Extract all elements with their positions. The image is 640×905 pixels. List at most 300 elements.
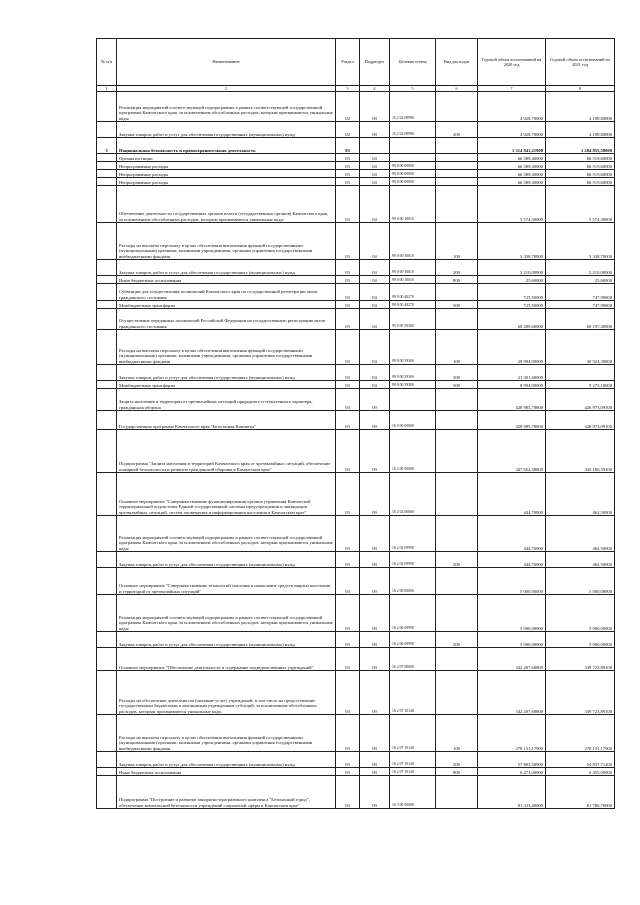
table-row — [97, 473, 615, 516]
row-target-article: 99 0 00 10010 — [390, 223, 436, 260]
row-name: Расходы на выплаты персоналу в целях обеспечения выполнения функций государственными (муниципальными) органами, казенными учреждениями, органами управления государственными внебюджетными фондами — [117, 223, 336, 260]
row-subsection: 09 — [360, 671, 390, 715]
row-name: Закупка товаров, работ и услуг для обеспечения государственных (муниципальных) нужд — [117, 122, 336, 138]
row-subsection: 04 — [360, 162, 390, 170]
row-amount-2021: 6 455,00000 — [546, 768, 615, 776]
row-subsection: 04 — [360, 381, 390, 389]
row-name: Реализация мероприятий соответствующей подпрограммы в рамках соответствующей государственной программы Камчатского края, за исключением обособленных расходов, которым присваиваются уникальные коды — [117, 516, 336, 552]
row-number — [97, 162, 117, 170]
row-target-article: 16 2 07 10140 — [390, 671, 436, 715]
row-number — [97, 568, 117, 595]
row-expense-type — [436, 309, 478, 330]
table-row — [97, 776, 615, 809]
row-number — [97, 430, 117, 473]
row-name: Закупка товаров, работ и услуг для обеспечения государственных (муниципальных) нужд — [117, 365, 336, 381]
row-expense-type: 200 — [436, 122, 478, 138]
row-expense-type — [436, 178, 478, 186]
row-expense-type — [436, 284, 478, 301]
row-target-article: 16 2 07 10140 — [390, 715, 436, 752]
row-amount-2020: 5 574,30000 — [478, 186, 546, 223]
row-subsection: 04 — [360, 276, 390, 284]
row-expense-type — [436, 595, 478, 632]
row-amount-2021: 747,90000 — [546, 284, 615, 301]
row-section: 03 — [336, 186, 360, 223]
row-target-article: 99 0 00 00000 — [390, 178, 436, 186]
row-section: 03 — [336, 162, 360, 170]
row-subsection: 04 — [360, 309, 390, 330]
row-section: 03 — [336, 768, 360, 776]
row-amount-2021: 30 924,30000 — [546, 330, 615, 365]
row-target-article: 16 2 00 00000 — [390, 430, 436, 473]
row-number — [97, 768, 117, 776]
row-amount-2020: 342 207,68800 — [478, 648, 546, 671]
table-body — [97, 92, 615, 809]
row-target-article: 99 0 00 59300 — [390, 309, 436, 330]
table-row — [97, 122, 615, 138]
row-section: 03 — [336, 178, 360, 186]
row-amount-2021: 339 723,89100 — [546, 648, 615, 671]
row-expense-type — [436, 138, 478, 154]
row-subsection: 09 — [360, 389, 390, 411]
table-row — [97, 178, 615, 186]
table-row — [97, 632, 615, 648]
row-expense-type: 100 — [436, 223, 478, 260]
row-name: Закупка товаров, работ и услуг для обеспечения государственных (муниципальных) нужд — [117, 260, 336, 276]
row-section: 03 — [336, 170, 360, 178]
column-number: 5 — [390, 86, 436, 92]
row-number — [97, 122, 117, 138]
row-number — [97, 154, 117, 162]
column-number: 7 — [478, 86, 546, 92]
row-subsection — [360, 138, 390, 154]
row-amount-2021: 25,60000 — [546, 276, 615, 284]
table-row — [97, 768, 615, 776]
row-amount-2020: 66 589,40000 — [478, 154, 546, 162]
row-subsection: 09 — [360, 648, 390, 671]
row-subsection: 09 — [360, 752, 390, 768]
row-section: 03 — [336, 552, 360, 568]
row-name: Иные бюджетные ассигнования — [117, 276, 336, 284]
row-number — [97, 92, 117, 122]
row-amount-2020: 5 000,00000 — [478, 632, 546, 648]
row-number — [97, 170, 117, 178]
row-target-article: 16 2 07 10140 — [390, 768, 436, 776]
row-section: 03 — [336, 752, 360, 768]
row-amount-2020: 5 000,00000 — [478, 568, 546, 595]
row-name: Обеспечение деятельности государственных органов власти (государственных органов) Камчатского края, за исключением обособленных расходов, которым присваиваются уникальные коды — [117, 186, 336, 223]
row-name: Непрограммные расходы — [117, 162, 336, 170]
row-amount-2020: 25,60000 — [478, 276, 546, 284]
row-expense-type — [436, 92, 478, 122]
row-target-article: 99 0 00 00000 — [390, 170, 436, 178]
table-row — [97, 170, 615, 178]
row-subsection: 09 — [360, 568, 390, 595]
table-row — [97, 411, 615, 430]
row-subsection: 04 — [360, 260, 390, 276]
row-target-article: 16 2 06 00000 — [390, 568, 436, 595]
row-subsection: 09 — [360, 595, 390, 632]
table-row — [97, 284, 615, 301]
row-expense-type — [436, 648, 478, 671]
row-section: 03 — [336, 260, 360, 276]
row-amount-2021: 462,50000 — [546, 473, 615, 516]
row-number — [97, 473, 117, 516]
row-section: 03 — [336, 715, 360, 752]
row-section: 03 — [336, 671, 360, 715]
row-amount-2020: 8 994,00000 — [478, 381, 546, 389]
table-row — [97, 381, 615, 389]
row-amount-2021: 5 000,00000 — [546, 595, 615, 632]
table-row — [97, 595, 615, 632]
row-target-article: 99 0 00 59300 — [390, 330, 436, 365]
table-row — [97, 260, 615, 276]
row-section: 03 — [336, 276, 360, 284]
column-number: 8 — [546, 86, 615, 92]
row-amount-2020: 1 314 941,21900 — [478, 138, 546, 154]
row-name: Подпрограмма "Построение и развитие аппаратно-программного комплекса "Безопасный город", обеспечение комплексной безопасности учреждений социальной сферы в Камчатском крае" — [117, 776, 336, 809]
row-target-article: 16 2 02 09990 — [390, 552, 436, 568]
row-subsection: 04 — [360, 178, 390, 186]
row-expense-type — [436, 568, 478, 595]
table-row — [97, 715, 615, 752]
row-expense-type — [436, 186, 478, 223]
header-expense-type: Вид расходов — [436, 39, 478, 86]
row-name: Иные бюджетные ассигнования — [117, 768, 336, 776]
row-subsection: 09 — [360, 776, 390, 809]
row-amount-2020: 725,50000 — [478, 284, 546, 301]
header-number: № п/п — [97, 39, 117, 86]
row-number — [97, 632, 117, 648]
row-number — [97, 671, 117, 715]
row-number — [97, 276, 117, 284]
table-row — [97, 389, 615, 411]
row-target-article: 16 2 07 10140 — [390, 752, 436, 768]
row-section: 03 — [336, 776, 360, 809]
table-row — [97, 568, 615, 595]
row-target-article: 99 0 00 00000 — [390, 162, 436, 170]
row-number — [97, 776, 117, 809]
row-number — [97, 389, 117, 411]
column-number: 1 — [97, 86, 117, 92]
row-number: 3 — [97, 138, 117, 154]
row-target-article: 99 0 00 10010 — [390, 276, 436, 284]
row-name: Государственная программа Камчатского края "Безопасная Камчатка" — [117, 411, 336, 430]
row-expense-type: 200 — [436, 752, 478, 768]
row-expense-type — [436, 473, 478, 516]
row-name: Основное мероприятие "Обеспечение деятельности и содержание подведомственных учреждений" — [117, 648, 336, 671]
row-expense-type: 200 — [436, 632, 478, 648]
table-row — [97, 154, 615, 162]
row-amount-2020: 6 273,00000 — [478, 768, 546, 776]
row-target-article: 99 0 00 40270 — [390, 301, 436, 309]
row-name: Осуществление переданных полномочий Российской Федерации на государственную регистрацию актов гражданского состояния — [117, 309, 336, 330]
table-row — [97, 752, 615, 768]
row-expense-type: 100 — [436, 330, 478, 365]
row-amount-2020: 3 338,70000 — [478, 223, 546, 260]
row-name: Защита населения и территории от чрезвычайных ситуаций природного и техногенного характера, гражданская оборона — [117, 389, 336, 411]
row-subsection: 04 — [360, 186, 390, 223]
row-subsection: 04 — [360, 223, 390, 260]
row-amount-2021: 339 723,89100 — [546, 671, 615, 715]
row-amount-2020: 428 985,78800 — [478, 411, 546, 430]
row-amount-2021: 66 519,60000 — [546, 154, 615, 162]
row-subsection: 04 — [360, 301, 390, 309]
row-section: 03 — [336, 284, 360, 301]
header-amount-2020: Годовой объем ассигнований на 2020 год — [478, 39, 546, 86]
row-amount-2020: 29 994,00000 — [478, 330, 546, 365]
row-amount-2020: 4 028,70000 — [478, 122, 546, 138]
row-number — [97, 260, 117, 276]
row-subsection: 09 — [360, 516, 390, 552]
row-amount-2020: 342 207,68800 — [478, 671, 546, 715]
row-number — [97, 595, 117, 632]
row-section: 03 — [336, 389, 360, 411]
row-expense-type: 500 — [436, 301, 478, 309]
row-name: Реализация мероприятий соответствующей подпрограммы в рамках соответствующей государственной программы Камчатского края, за исключением обособленных расходов, которым присваиваются уникальные коды — [117, 595, 336, 632]
row-name: Непрограммные расходы — [117, 178, 336, 186]
row-target-article: 99 0 00 10010 — [390, 260, 436, 276]
budget-table — [96, 38, 615, 809]
row-name: Подпрограмма "Защита населения и территорий Камчатского края от чрезвычайных ситуаций, обеспечение пожарной безопасности и развитие гражданской обороны в Камчатском крае" — [117, 430, 336, 473]
row-target-article: 16 2 02 09990 — [390, 122, 436, 138]
table-row — [97, 186, 615, 223]
row-amount-2021: 747,90000 — [546, 301, 615, 309]
row-number — [97, 381, 117, 389]
row-expense-type — [436, 671, 478, 715]
row-amount-2021: 462,50000 — [546, 552, 615, 568]
header-row — [97, 39, 615, 86]
row-section: 03 — [336, 309, 360, 330]
table-row — [97, 92, 615, 122]
row-amount-2021: 426 973,09100 — [546, 411, 615, 430]
table-row — [97, 162, 615, 170]
row-number — [97, 715, 117, 752]
column-number: 6 — [436, 86, 478, 92]
row-subsection: 09 — [360, 411, 390, 430]
row-expense-type — [436, 516, 478, 552]
table-row — [97, 552, 615, 568]
row-subsection: 04 — [360, 330, 390, 365]
row-amount-2020: 57 803,50900 — [478, 752, 546, 768]
row-amount-2021: 278 131,17900 — [546, 715, 615, 752]
row-section: 03 — [336, 138, 360, 154]
row-expense-type — [436, 776, 478, 809]
row-amount-2021: 66 519,60000 — [546, 170, 615, 178]
row-number — [97, 301, 117, 309]
row-number — [97, 223, 117, 260]
row-target-article: 16 2 06 09990 — [390, 595, 436, 632]
table-row — [97, 648, 615, 671]
row-amount-2021: 1 284 855,58000 — [546, 138, 615, 154]
row-number — [97, 309, 117, 330]
row-number — [97, 330, 117, 365]
row-number — [97, 411, 117, 430]
table-row — [97, 276, 615, 284]
row-expense-type: 200 — [436, 552, 478, 568]
row-target-article: 16 2 02 09990 — [390, 92, 436, 122]
row-amount-2020: 66 589,40000 — [478, 178, 546, 186]
row-amount-2020: 81 333,40000 — [478, 776, 546, 809]
column-number: 3 — [336, 86, 360, 92]
column-number: 2 — [117, 86, 336, 92]
row-number — [97, 648, 117, 671]
row-target-article: 16 2 06 09990 — [390, 632, 436, 648]
row-section: 03 — [336, 365, 360, 381]
row-subsection: 09 — [360, 715, 390, 752]
row-amount-2020: 444,70000 — [478, 473, 546, 516]
row-target-article — [390, 154, 436, 162]
header-target-article: Целевая статья — [390, 39, 436, 86]
row-section: 03 — [336, 301, 360, 309]
table-row — [97, 301, 615, 309]
row-amount-2021: 4 189,80000 — [546, 92, 615, 122]
row-amount-2020: 60 289,60000 — [478, 309, 546, 330]
column-number: 4 — [360, 86, 390, 92]
row-number — [97, 365, 117, 381]
row-expense-type — [436, 411, 478, 430]
row-target-article: 99 0 00 10010 — [390, 186, 436, 223]
row-amount-2021: 462,50000 — [546, 516, 615, 552]
row-amount-2020: 5 000,00000 — [478, 595, 546, 632]
row-section: 03 — [336, 516, 360, 552]
table-row — [97, 309, 615, 330]
table-row — [97, 430, 615, 473]
row-amount-2021: 5 574,30000 — [546, 186, 615, 223]
row-name: Расходы на выплаты персоналу в целях обеспечения выполнения функций государственными (муниципальными) органами, казенными учреждениями, органами управления государственными внебюджетными фондами — [117, 330, 336, 365]
row-name: Реализация мероприятий соответствующей подпрограммы в рамках соответствующей государственной программы Камчатского края, за исключением обособленных расходов, которым присваиваются уникальные коды — [117, 92, 336, 122]
row-amount-2021: 4 189,80000 — [546, 122, 615, 138]
row-number — [97, 178, 117, 186]
row-amount-2020: 444,70000 — [478, 516, 546, 552]
row-section: 03 — [336, 411, 360, 430]
row-expense-type: 200 — [436, 365, 478, 381]
row-subsection: 09 — [360, 632, 390, 648]
row-subsection: 04 — [360, 154, 390, 162]
header-section: Раздел — [336, 39, 360, 86]
row-expense-type: 100 — [436, 715, 478, 752]
row-amount-2020: 725,50000 — [478, 301, 546, 309]
row-name: Органы юстиции — [117, 154, 336, 162]
row-number — [97, 552, 117, 568]
header-name: Наименование — [117, 39, 336, 86]
row-amount-2020: 347 652,38800 — [478, 430, 546, 473]
header-subsection: Подраздел — [360, 39, 390, 86]
row-target-article: 99 0 00 59300 — [390, 381, 436, 389]
row-name: Закупка товаров, работ и услуг для обеспечения государственных (муниципальных) нужд — [117, 632, 336, 648]
row-name: Закупка товаров, работ и услуг для обеспечения государственных (муниципальных) нужд — [117, 552, 336, 568]
row-name: Закупка товаров, работ и услуг для обеспечения государственных (муниципальных) нужд — [117, 752, 336, 768]
row-expense-type: 500 — [436, 381, 478, 389]
row-amount-2021: 5 000,00000 — [546, 568, 615, 595]
row-number — [97, 752, 117, 768]
row-target-article: 16 2 07 00000 — [390, 648, 436, 671]
row-amount-2021: 9 275,10000 — [546, 381, 615, 389]
row-amount-2021: 66 519,60000 — [546, 178, 615, 186]
row-name: Расходы на выплаты персоналу в целях обеспечения выполнения функций государственными (муниципальными) органами, казенными учреждениями, органами управления государственными внебюджетными фондами — [117, 715, 336, 752]
row-name: Межбюджетные трансферты — [117, 301, 336, 309]
row-name: Расходы на обеспечение деятельности (оказание услуг) учреждений, в том числе на предоставление государственным бюджетным и автономным учреждениям субсидий, за исключением обособленных расходов, которым присваиваются уникальные коды — [117, 671, 336, 715]
row-amount-2021: 345 186,39100 — [546, 430, 615, 473]
row-subsection: 09 — [360, 122, 390, 138]
row-subsection: 09 — [360, 92, 390, 122]
row-section: 03 — [336, 473, 360, 516]
row-target-article: 16 3 00 00000 — [390, 776, 436, 809]
row-section: 03 — [336, 223, 360, 260]
table-row — [97, 671, 615, 715]
table-row — [97, 138, 615, 154]
row-expense-type: 800 — [436, 768, 478, 776]
row-amount-2021: 3 338,70000 — [546, 223, 615, 260]
row-subsection: 04 — [360, 284, 390, 301]
row-expense-type — [436, 170, 478, 178]
row-section: 03 — [336, 648, 360, 671]
row-amount-2020: 4 028,70000 — [478, 92, 546, 122]
row-amount-2021 — [546, 365, 615, 381]
row-target-article: 16 2 02 00000 — [390, 473, 436, 516]
row-subsection: 09 — [360, 473, 390, 516]
row-section: 03 — [336, 595, 360, 632]
row-target-article — [390, 138, 436, 154]
header-amount-2021: Годовой объем ассигнований на 2021 год — [546, 39, 615, 86]
row-subsection: 09 — [360, 430, 390, 473]
row-name: Межбюджетные трансферты — [117, 381, 336, 389]
row-amount-2021: 66 519,60000 — [546, 162, 615, 170]
row-amount-2020: 428 985,78800 — [478, 389, 546, 411]
row-amount-2021: 54 837,71200 — [546, 752, 615, 768]
row-amount-2020: 66 589,40000 — [478, 170, 546, 178]
row-expense-type — [436, 162, 478, 170]
table-row — [97, 516, 615, 552]
row-expense-type — [436, 389, 478, 411]
row-amount-2020: 278 131,17900 — [478, 715, 546, 752]
row-amount-2020: 21 301,60000 — [478, 365, 546, 381]
row-section: 02 — [336, 122, 360, 138]
row-name: Национальная безопасность и правоохранительная деятельность — [117, 138, 336, 154]
row-subsection: 09 — [360, 552, 390, 568]
row-amount-2020: 2 210,00000 — [478, 260, 546, 276]
table-row — [97, 223, 615, 260]
row-section: 03 — [336, 632, 360, 648]
row-amount-2021: 60 197,40000 — [546, 309, 615, 330]
row-name: Основное мероприятие "Совершенствование функционирования органов управления Камчатской территориальной подсистемы Единой государственной системы предупреждения и ликвидации чрезвычайных ситуаций, систем оповещения и информирования населения в Камчатском крае" — [117, 473, 336, 516]
row-name: Основное мероприятие "Совершенствование технологий спасения и накопление средств защиты населения и территорий от чрезвычайных ситуаций" — [117, 568, 336, 595]
table-row — [97, 330, 615, 365]
row-target-article: 16 0 00 00000 — [390, 411, 436, 430]
row-target-article: 99 0 00 40270 — [390, 284, 436, 301]
row-expense-type — [436, 154, 478, 162]
row-expense-type: 800 — [436, 276, 478, 284]
row-amount-2020: 444,70000 — [478, 552, 546, 568]
row-amount-2021: 81 786,70000 — [546, 776, 615, 809]
row-section: 03 — [336, 568, 360, 595]
row-amount-2021: 426 973,09100 — [546, 389, 615, 411]
row-amount-2020: 66 589,40000 — [478, 162, 546, 170]
row-target-article: 16 2 02 09990 — [390, 516, 436, 552]
row-subsection: 04 — [360, 170, 390, 178]
row-expense-type — [436, 430, 478, 473]
row-expense-type: 200 — [436, 260, 478, 276]
row-section: 03 — [336, 430, 360, 473]
row-section: 03 — [336, 154, 360, 162]
row-amount-2021: 2 210,00000 — [546, 260, 615, 276]
row-subsection: 04 — [360, 365, 390, 381]
table-row — [97, 365, 615, 381]
row-amount-2021: 5 000,00000 — [546, 632, 615, 648]
row-subsection: 09 — [360, 768, 390, 776]
row-name: Непрограммные расходы — [117, 170, 336, 178]
row-name: Субвенции для осуществления полномочий Камчатского края по государственной регистрации актов гражданского состояния — [117, 284, 336, 301]
row-number — [97, 284, 117, 301]
